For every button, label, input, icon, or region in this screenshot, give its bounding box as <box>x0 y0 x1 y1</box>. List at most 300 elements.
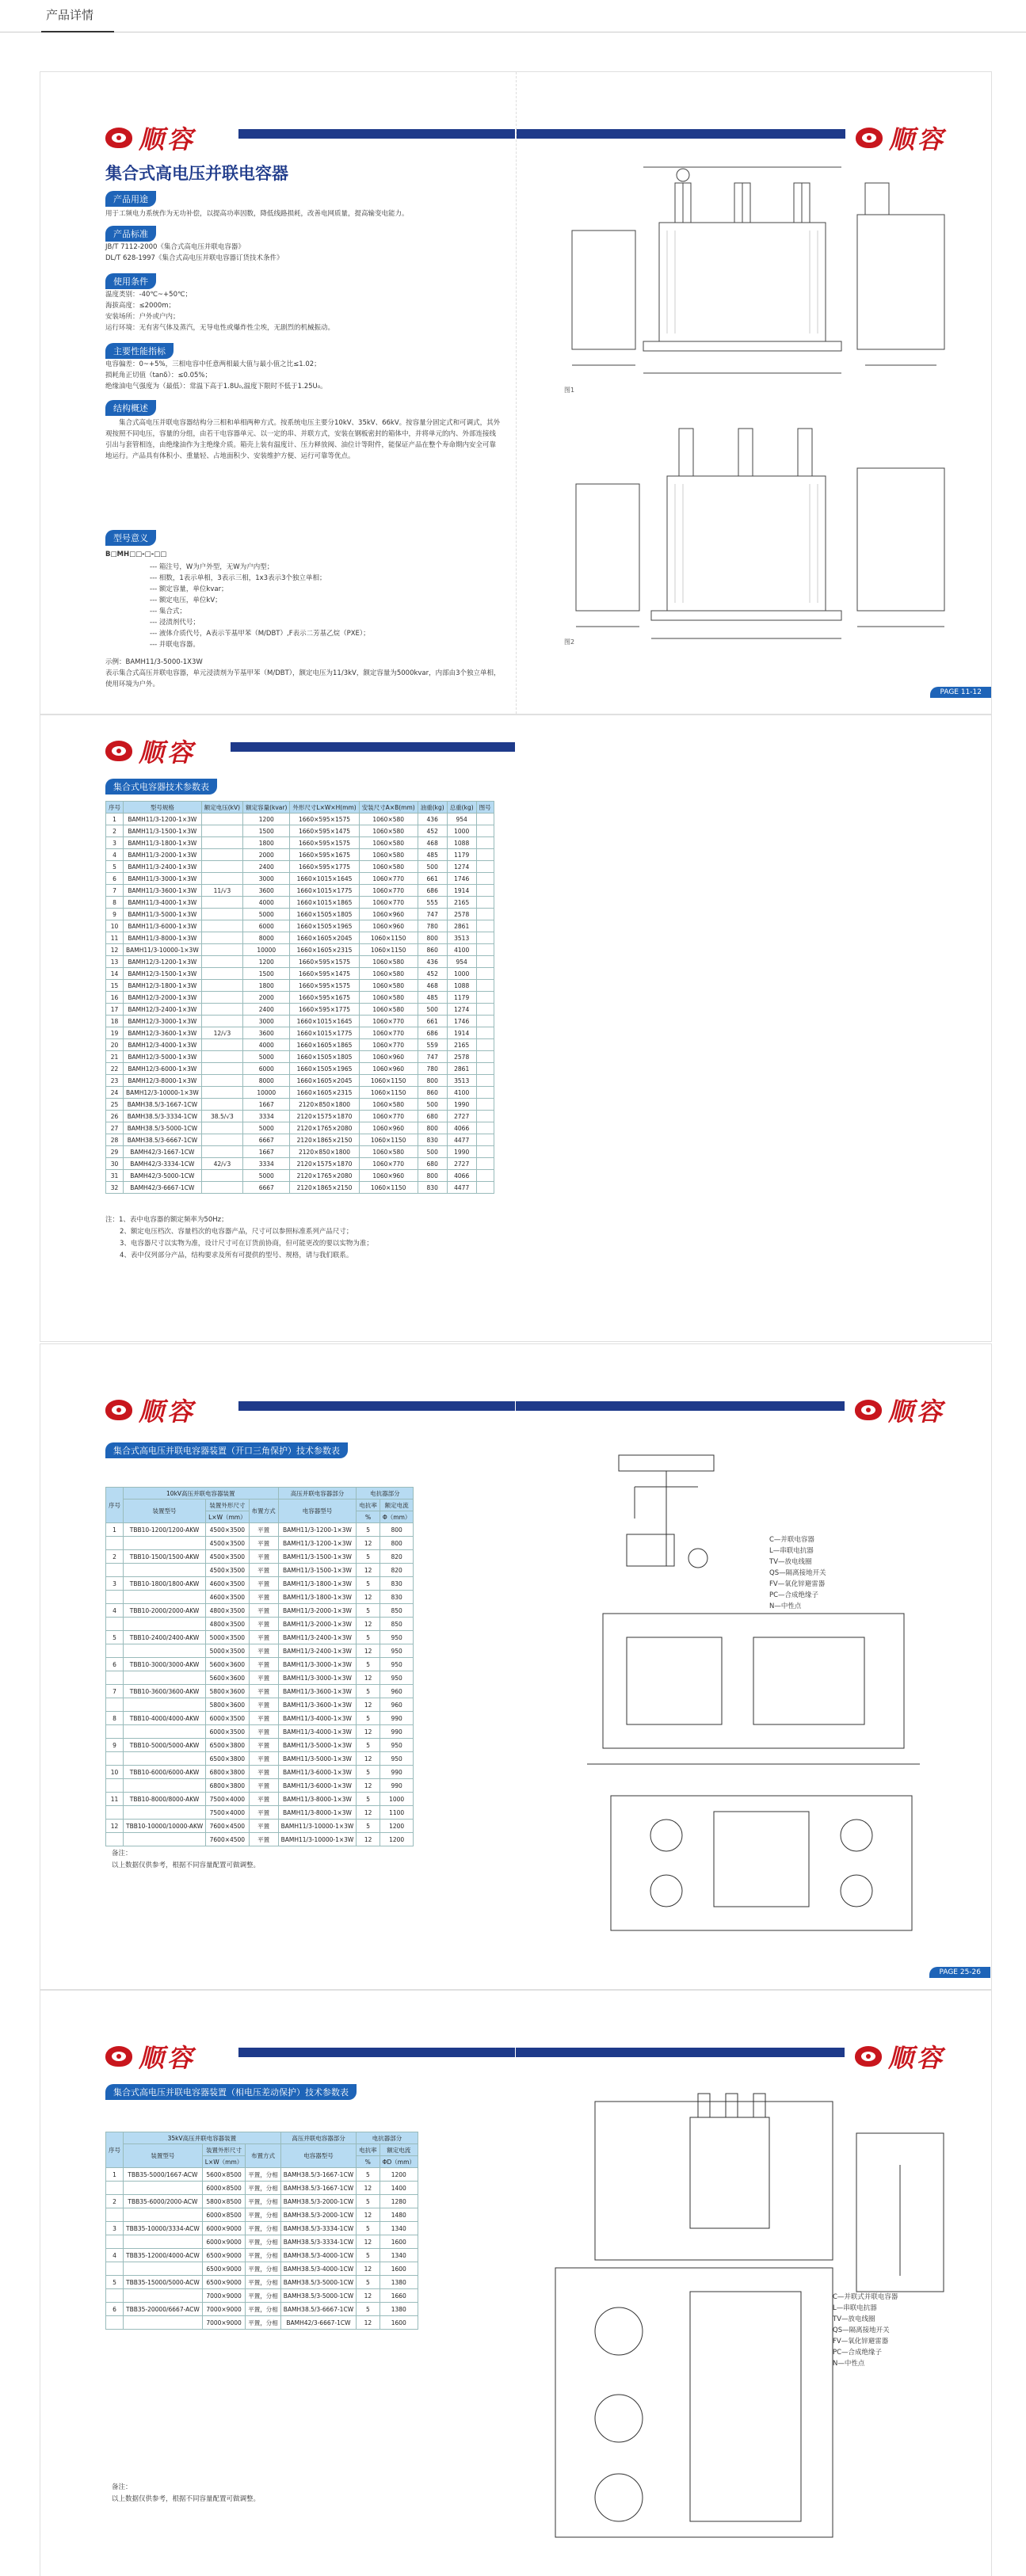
table-cell: 1280 <box>380 2195 418 2208</box>
table-cell <box>124 1591 206 1604</box>
table-cell: 12 <box>357 2316 380 2330</box>
table-cell: 平置 <box>249 1752 278 1766</box>
table-cell: 12 <box>357 1806 380 1820</box>
table-cell <box>201 897 242 909</box>
table-cell: TBB10-10000/10000-AKW <box>124 1820 206 1833</box>
table-cell: 1800 <box>243 980 290 992</box>
table-cell: 9 <box>106 909 124 920</box>
table-cell: 1000 <box>447 968 476 980</box>
table-cell: BAMH12/3-5000-1×3W <box>124 1051 202 1063</box>
table-cell: 5 <box>357 1820 380 1833</box>
table-row <box>106 2316 418 2330</box>
table-cell: 1660×595×1675 <box>290 849 359 861</box>
table-row <box>106 1766 414 1779</box>
table-cell: 1660×1605×1865 <box>290 1039 359 1051</box>
table-cell: 800 <box>380 1537 414 1550</box>
table-cell: 1060×1150 <box>359 932 418 944</box>
table-cell: 1060×1150 <box>359 1087 418 1099</box>
table-cell <box>476 1087 494 1099</box>
table-cell: 5 <box>357 1685 380 1698</box>
table-cell: 平置 <box>249 1564 278 1577</box>
table-cell: BAMH38.5/3-2000-1CW <box>280 2195 356 2208</box>
table-cell: 990 <box>380 1725 414 1739</box>
legend-item: N—中性点 <box>833 2360 865 2368</box>
cond-text <box>105 289 334 333</box>
table-cell: 5 <box>357 2222 380 2235</box>
cond-line: 安装场所：户外或户内； <box>105 313 180 321</box>
table-cell: 4 <box>106 2249 124 2262</box>
table-row <box>106 1111 494 1122</box>
table-cell: 平置 <box>249 1806 278 1820</box>
table-cell: 747 <box>418 909 447 920</box>
table-header: 额定电压(kV) <box>201 802 242 814</box>
table-cell: 1660×1015×1645 <box>290 1016 359 1027</box>
table-cell: 2120×1865×2150 <box>290 1182 359 1194</box>
table-cell: BAMH11/3-2000-1×3W <box>124 849 202 861</box>
th: 35kV高压并联电容器装置 <box>124 2132 281 2144</box>
header-bar <box>516 2048 845 2057</box>
table-cell <box>106 1591 124 1604</box>
table-cell: 1480 <box>380 2208 418 2222</box>
table-cell: TBB10-2400/2400-AKW <box>124 1631 206 1644</box>
legend-item: PC—合成绝缘子 <box>833 2349 883 2357</box>
table-cell: 1746 <box>447 873 476 885</box>
table-cell <box>124 1752 206 1766</box>
brand-name: 顺容 <box>889 124 947 154</box>
table-cell: 1660×595×1775 <box>290 1004 359 1016</box>
table-cell: 平置，分相 <box>246 2182 281 2195</box>
table-cell: 1060×960 <box>359 909 418 920</box>
table-cell: TBB35-6000/2000-ACW <box>124 2195 203 2208</box>
table-header: 型号规格 <box>124 802 202 814</box>
table-cell: 2727 <box>447 1158 476 1170</box>
table-cell: 950 <box>380 1752 414 1766</box>
th: ΦD（mm） <box>380 2156 418 2168</box>
table-cell: 6 <box>106 873 124 885</box>
th: Φ（mm） <box>380 1511 414 1523</box>
table-cell <box>476 1063 494 1075</box>
table-cell: BAMH11/3-1500-1×3W <box>278 1550 357 1564</box>
table-cell: 5 <box>357 2276 380 2289</box>
table-cell: 780 <box>418 1063 447 1075</box>
table-cell <box>476 1182 494 1194</box>
table-cell: 500 <box>418 1099 447 1111</box>
table-cell: 1060×770 <box>359 1016 418 1027</box>
legend-item: PC—合成绝缘子 <box>769 1591 819 1599</box>
logo-icon <box>105 741 132 761</box>
table-cell: 19 <box>106 1027 124 1039</box>
table-cell: 42/√3 <box>201 1158 242 1170</box>
wiring-diagram <box>611 1439 769 1598</box>
table-cell: 850 <box>380 1618 414 1631</box>
table-cell: BAMH12/3-10000-1×3W <box>124 1087 202 1099</box>
table-cell <box>476 956 494 968</box>
table-cell: 800 <box>418 932 447 944</box>
table-cell: 3334 <box>243 1111 290 1122</box>
table-cell: BAMH12/3-2400-1×3W <box>124 1004 202 1016</box>
table-cell: BAMH38.5/3-1667-1CW <box>280 2168 356 2182</box>
cond-line: 温度类别：-40℃~+50℃； <box>105 291 193 299</box>
section-use: 产品用途 <box>105 191 156 207</box>
table-cell: 1600 <box>380 2262 418 2276</box>
table-cell: 680 <box>418 1111 447 1122</box>
table-cell <box>201 837 242 849</box>
table-cell <box>201 1039 242 1051</box>
table-cell: 1660×595×1575 <box>290 956 359 968</box>
table-row <box>106 873 494 885</box>
table-cell: BAMH11/3-3000-1×3W <box>124 873 202 885</box>
tech-line: 绝缘油电气强度为（最低）：常温下高于1.8U₀,温度下限时不低于1.25U₀。 <box>105 383 327 391</box>
table-cell: 2165 <box>447 1039 476 1051</box>
header-bar <box>517 129 845 139</box>
table-cell: 平置 <box>249 1685 278 1698</box>
table-row <box>106 1685 414 1698</box>
table-cell <box>201 1182 242 1194</box>
table-cell: 1200 <box>380 1820 414 1833</box>
th: L×W（mm） <box>206 1511 250 1523</box>
table-cell: 5600×3600 <box>206 1658 250 1671</box>
table-cell: 1060×580 <box>359 814 418 825</box>
table-cell: 22 <box>106 1063 124 1075</box>
th: L×W（mm） <box>202 2156 246 2168</box>
table-cell: 4000 <box>243 1039 290 1051</box>
table-cell <box>476 1122 494 1134</box>
th: 序号 <box>106 2132 124 2168</box>
table-row <box>106 2222 418 2235</box>
table-cell: 6000×9000 <box>202 2235 246 2249</box>
table-cell: 3000 <box>243 873 290 885</box>
table-cell: 1060×580 <box>359 837 418 849</box>
table-cell <box>476 1039 494 1051</box>
table-cell <box>201 1099 242 1111</box>
table-cell <box>201 849 242 861</box>
table-cell: BAMH11/3-2400-1×3W <box>278 1644 357 1658</box>
table-cell: 1274 <box>447 861 476 873</box>
table-cell: 1660×1015×1775 <box>290 1027 359 1039</box>
th: 电抗率 <box>357 2144 380 2156</box>
table-cell: 950 <box>380 1644 414 1658</box>
table-cell: 3 <box>106 837 124 849</box>
table-cell: 6500×9000 <box>202 2262 246 2276</box>
table-cell: TBB10-1500/1500-AKW <box>124 1550 206 1564</box>
table-row <box>106 968 494 980</box>
table-cell: TBB10-8000/8000-AKW <box>124 1793 206 1806</box>
table-cell: BAMH11/3-1800-1×3W <box>124 837 202 849</box>
table-row <box>106 1564 414 1577</box>
tab-bar <box>0 0 1026 32</box>
table-cell <box>106 1833 124 1846</box>
page-27 <box>40 1991 515 2576</box>
table-cell: BAMH11/3-10000-1×3W <box>278 1820 357 1833</box>
table-cell <box>201 968 242 980</box>
table-cell: 950 <box>380 1658 414 1671</box>
table-cell: TBB35-20000/6667-ACW <box>124 2303 203 2316</box>
th: 电容器型号 <box>278 1499 357 1523</box>
table-cell: 3 <box>106 1577 124 1591</box>
table-cell: 5 <box>357 1658 380 1671</box>
table-cell: BAMH11/3-3000-1×3W <box>278 1671 357 1685</box>
table-row <box>106 1523 414 1537</box>
table-cell: 990 <box>380 1712 414 1725</box>
table-cell: 1060×1150 <box>359 1075 418 1087</box>
table-cell: 2120×1765×2080 <box>290 1170 359 1182</box>
table-cell: BAMH12/3-3600-1×3W <box>124 1027 202 1039</box>
table-cell: BAMH11/3-8000-1×3W <box>278 1793 357 1806</box>
table-cell: 1800 <box>243 837 290 849</box>
table-cell: 9 <box>106 1739 124 1752</box>
table-cell: BAMH11/3-4000-1×3W <box>278 1725 357 1739</box>
table-cell <box>476 1099 494 1111</box>
std-text <box>105 242 283 264</box>
table-notes <box>112 1848 260 1872</box>
table-cell: 5800×8500 <box>202 2195 246 2208</box>
table-cell: 7000×9000 <box>202 2316 246 2330</box>
table-cell: 990 <box>380 1779 414 1793</box>
table-cell: 1660×1505×1965 <box>290 1063 359 1075</box>
th: 高压并联电容器部分 <box>280 2132 356 2144</box>
table-row <box>106 814 494 825</box>
th: 10kV高压并联电容器装置 <box>124 1488 279 1499</box>
table-cell: 1660×595×1575 <box>290 814 359 825</box>
th: 布置方式 <box>249 1499 278 1523</box>
table-cell: BAMH11/3-1500-1×3W <box>124 825 202 837</box>
table-row <box>106 1170 494 1182</box>
model-line: --- 液体介质代号，A表示苄基甲苯（M/DBT）,F表示二芳基乙烷（PXE）； <box>150 630 370 638</box>
table-cell: 11/√3 <box>201 885 242 897</box>
table-cell: 12 <box>357 1698 380 1712</box>
table-row <box>106 1631 414 1644</box>
device-param-table-10kv <box>105 1487 414 1846</box>
table-cell: 6000×8500 <box>202 2182 246 2195</box>
table-cell: 4100 <box>447 1087 476 1099</box>
table-cell: 38.5/√3 <box>201 1111 242 1122</box>
table-row <box>106 1027 494 1039</box>
table-cell: 平置 <box>249 1604 278 1618</box>
model-line: --- 集合式； <box>150 608 186 615</box>
table-cell: 3600 <box>243 1027 290 1039</box>
table-cell: 800 <box>418 1170 447 1182</box>
table-cell: 4500×3500 <box>206 1537 250 1550</box>
table-cell: 1660 <box>380 2289 418 2303</box>
spread-3 <box>40 1343 992 1990</box>
table-cell: 12 <box>357 1644 380 1658</box>
table-cell: 4800×3500 <box>206 1604 250 1618</box>
table-row <box>106 1658 414 1671</box>
legend <box>769 1534 826 1612</box>
table-cell: 3000 <box>243 1016 290 1027</box>
table-cell <box>106 1537 124 1550</box>
th: 装置型号 <box>124 1499 206 1523</box>
table-cell: 2727 <box>447 1111 476 1122</box>
table-cell: 17 <box>106 1004 124 1016</box>
table-cell <box>124 1644 206 1658</box>
table-cell: 1 <box>106 814 124 825</box>
figure-2-caption: 图2 <box>564 638 575 646</box>
table-cell: 468 <box>418 837 447 849</box>
th: 电容器型号 <box>280 2144 356 2168</box>
table-cell: 860 <box>418 944 447 956</box>
table-cell: 7600×4500 <box>206 1833 250 1846</box>
table-cell <box>106 2316 124 2330</box>
table-header: 序号 <box>106 802 124 814</box>
table-cell: 12 <box>357 1537 380 1550</box>
table-cell: 1060×960 <box>359 1122 418 1134</box>
table-row <box>106 1752 414 1766</box>
table-cell: 1060×770 <box>359 897 418 909</box>
table-row <box>106 1051 494 1063</box>
table-cell: 5800×3600 <box>206 1685 250 1698</box>
table-cell: 5 <box>106 1631 124 1644</box>
table-cell <box>201 861 242 873</box>
table-cell: 1060×960 <box>359 1063 418 1075</box>
table-cell: 20 <box>106 1039 124 1051</box>
table-row <box>106 1122 494 1134</box>
table-row <box>106 1039 494 1051</box>
table-cell <box>124 2316 203 2330</box>
table-cell: BAMH38.5/3-1667-1CW <box>280 2182 356 2195</box>
table-row <box>106 1725 414 1739</box>
table-cell: 14 <box>106 968 124 980</box>
table-cell <box>476 920 494 932</box>
table-row <box>106 2235 418 2249</box>
table-row <box>106 1099 494 1111</box>
table-cell: 29 <box>106 1146 124 1158</box>
table-cell: 2000 <box>243 849 290 861</box>
table-cell: 661 <box>418 1016 447 1027</box>
table-cell: TBB10-4000/4000-AKW <box>124 1712 206 1725</box>
model-example-desc: 表示集合式高压并联电容器，单元浸渍剂为苄基甲苯（M/DBT），额定电压为11/3kV，额定容量为5000kvar，内部由3个独立单相，使用环境为户外。 <box>105 669 501 688</box>
table-cell: 12 <box>357 1752 380 1766</box>
page-number: PAGE 25-26 <box>929 1967 990 1978</box>
table-cell: 1340 <box>380 2249 418 2262</box>
table-cell <box>124 1833 206 1846</box>
table-cell <box>124 1671 206 1685</box>
table-cell: 2 <box>106 2195 124 2208</box>
th: 额定电流 <box>380 2144 418 2156</box>
page-blank <box>516 715 990 1341</box>
table-cell: 11 <box>106 1793 124 1806</box>
table-cell: 1060×960 <box>359 1051 418 1063</box>
table-cell: BAMH42/3-3334-1CW <box>124 1158 202 1170</box>
table-cell: BAMH38.5/3-4000-1CW <box>280 2249 356 2262</box>
table-cell: 1060×580 <box>359 825 418 837</box>
table-cell: 12 <box>106 1820 124 1833</box>
table-cell <box>201 825 242 837</box>
table-row <box>106 1016 494 1027</box>
table-cell: BAMH12/3-3000-1×3W <box>124 1016 202 1027</box>
table-cell: 1660×1015×1865 <box>290 897 359 909</box>
std-line: DL/T 628-1997《集合式高电压并联电容器订货技术条件》 <box>105 254 284 262</box>
table-cell <box>106 2182 124 2195</box>
figure-1-caption: 图1 <box>564 387 575 394</box>
legend-item: L—串联电抗器 <box>769 1547 814 1555</box>
table-cell: 800 <box>418 1122 447 1134</box>
th: 布置方式 <box>246 2144 281 2168</box>
tab-product-detail[interactable]: 产品详情 <box>46 8 94 22</box>
table-row <box>106 944 494 956</box>
th: % <box>357 2156 380 2168</box>
table-cell: BAMH11/3-4000-1×3W <box>124 897 202 909</box>
table-cell: 平置 <box>249 1820 278 1833</box>
legend-item: QS—隔离接地开关 <box>833 2326 890 2334</box>
table-cell: 1060×770 <box>359 1111 418 1122</box>
table-row <box>106 2208 418 2222</box>
model-line: --- 相数，1表示单相，3表示三相，1x3表示3个独立单相； <box>150 574 326 582</box>
std-line: JB/T 7112-2000《集合式高电压并联电容器》 <box>105 243 245 251</box>
table-cell: 平置 <box>249 1618 278 1631</box>
table-cell: 830 <box>418 1182 447 1194</box>
table-row <box>106 909 494 920</box>
table-cell <box>106 2208 124 2222</box>
table-cell: BAMH38.5/3-6667-1CW <box>124 1134 202 1146</box>
table-cell: 平置 <box>249 1631 278 1644</box>
table-cell: 555 <box>418 897 447 909</box>
table-cell: BAMH12/3-2000-1×3W <box>124 992 202 1004</box>
page-28 <box>516 1991 990 2576</box>
table-cell: 1746 <box>447 1016 476 1027</box>
table-row <box>106 1550 414 1564</box>
legend-item: FV—氧化锌避雷器 <box>833 2338 889 2345</box>
table-cell: 1600 <box>380 2316 418 2330</box>
header-bar <box>231 742 515 752</box>
table-cell <box>201 944 242 956</box>
table-cell: 平置，分相 <box>246 2303 281 2316</box>
table-cell: 15 <box>106 980 124 992</box>
table-cell: 1914 <box>447 885 476 897</box>
section-title: 集合式高电压并联电容器装置（相电压差动保护）技术参数表 <box>105 2084 357 2100</box>
table-cell: 1660×1605×2045 <box>290 1075 359 1087</box>
legend-item: C—并联电容器 <box>769 1536 814 1544</box>
table-cell: 1200 <box>243 956 290 968</box>
table-cell: TBB10-2000/2000-AKW <box>124 1604 206 1618</box>
table-cell: 4500×3500 <box>206 1564 250 1577</box>
table-cell: 平置 <box>249 1725 278 1739</box>
table-cell: TBB10-3000/3000-AKW <box>124 1658 206 1671</box>
table-cell: 8000 <box>243 932 290 944</box>
table-cell: 5 <box>357 1712 380 1725</box>
table-cell: BAMH11/3-2400-1×3W <box>124 861 202 873</box>
table-cell: 830 <box>380 1591 414 1604</box>
table-cell: 5000×3500 <box>206 1644 250 1658</box>
table-cell: 2 <box>106 825 124 837</box>
table-row <box>106 849 494 861</box>
model-line: --- 额定电压，单位kV； <box>150 596 222 604</box>
table-cell: 8 <box>106 1712 124 1725</box>
table-cell: 1060×770 <box>359 1027 418 1039</box>
section-tech: 主要性能指标 <box>105 343 174 359</box>
table-row <box>106 1591 414 1604</box>
table-cell: 1660×1505×1805 <box>290 909 359 920</box>
model-line: --- 并联电容器。 <box>150 641 200 649</box>
section-cond: 使用条件 <box>105 273 156 289</box>
tech-line: 电容偏差：0~+5%，三相电容中任意两相最大值与最小值之比≤1.02； <box>105 360 321 368</box>
table-cell: 31 <box>106 1170 124 1182</box>
table-cell: BAMH11/3-6000-1×3W <box>124 920 202 932</box>
table-cell <box>106 1752 124 1766</box>
table-cell <box>476 861 494 873</box>
table-cell: TBB10-5000/5000-AKW <box>124 1739 206 1752</box>
table-cell: 平置 <box>249 1523 278 1537</box>
table-cell <box>476 944 494 956</box>
table-cell: 平置，分相 <box>246 2208 281 2222</box>
table-cell: 12 <box>357 1591 380 1604</box>
table-cell: TBB10-3600/3600-AKW <box>124 1685 206 1698</box>
table-cell <box>476 897 494 909</box>
table-cell: 5000×3500 <box>206 1631 250 1644</box>
table-cell: BAMH38.5/3-1667-1CW <box>124 1099 202 1111</box>
legend-item: C—并联式并联电容器 <box>833 2293 898 2301</box>
table-cell: 平置 <box>249 1793 278 1806</box>
